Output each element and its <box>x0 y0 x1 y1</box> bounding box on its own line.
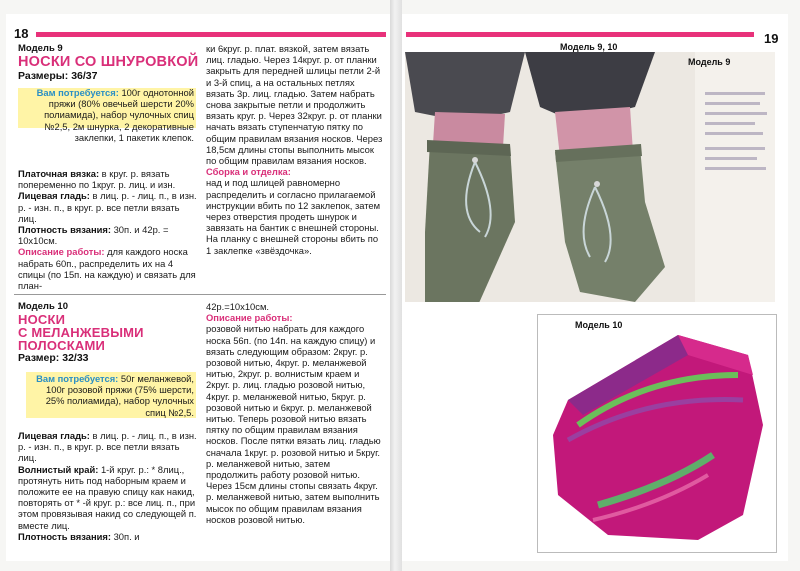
model10-title-line1: НОСКИ <box>18 312 66 327</box>
top-accent-bar-right <box>406 32 754 37</box>
model10-density-text: 30п. и <box>113 530 140 542</box>
page-number-right: 19 <box>764 31 779 46</box>
right-page-header: Модель 9, 10 <box>560 42 618 52</box>
model9-caption: Модель 9 <box>688 57 731 67</box>
model10-stock-text: в лиц. р. - лиц. п., в изн. р. - изн. п., в круг. р. все петли вязать лиц. <box>18 430 197 464</box>
model10-left-column <box>18 430 198 542</box>
model10-sizes: Размер: 32/33 <box>18 352 89 364</box>
model9-plain-text: в круг. р. вязать попеременно по 1круг. р. лиц. и изн. <box>18 168 176 191</box>
model9-heading: Модель 9 <box>18 43 63 54</box>
model9-photo <box>405 52 775 302</box>
model10-wave-label: Волнистый край: <box>18 463 99 475</box>
model9-assembly-label: Сборка и отделка: <box>206 166 291 178</box>
model10-desc-label: Описание работы: <box>206 312 293 324</box>
model9-assembly-text: над и под шлицей равномерно распределить и согласно прилагаемой инструкции вбить по 12 заклепок, затем через отверстия продеть шнурок и завязать на бантик с внешней стороны. На планку с внешней стороны вбить по 1 заклепке «звёздочка». <box>206 177 381 256</box>
model9-materials <box>22 87 194 143</box>
model10-title-line3: ПОЛОСКАМИ <box>18 338 106 353</box>
model10-stock-label: Лицевая гладь: <box>18 430 90 441</box>
page-gutter <box>390 0 402 571</box>
model9-sizes: Размеры: 36/37 <box>18 70 98 82</box>
model10-title-line2: С МЕЛАНЖЕВЫМИ <box>18 325 144 340</box>
model9-desc-label: Описание работы: <box>18 246 105 258</box>
model9-density-text: 30п. и 42р. = 10x10см. <box>18 224 169 247</box>
model10-desc-text: розовой нитью набрать для каждого носка 56п. (по 14п. на каждую спицу) и вязать следующим образом: 2круг. р. розовой нитью, 4круг. р. меланжевой нитью, 2круг. р. волнистым краем и 2круг. р. лиц. гладью розовой нитью, 4круг. р. меланжевой нитью, 5круг. р. розовой нитью и 6круг. р. меланжевой нитью. Теперь розовой нитью вязать пятку по общим правилам вязания носков. После пятки вязать лиц. гладью сначала 1круг. р. розовой нитью и 5круг. р. меланжевой нитью, затем продолжить работу розовой нитью. Через 15см длины стопы связать 4круг. р. меланжевой нитью, затем выполнить мысок по общим правилам вязания носков розовой нитью. <box>206 323 381 525</box>
model9-density-label: Плотность вязания: <box>18 224 111 236</box>
model9-desc-text: для каждого носка набрать 60п., распределить их на 4 спицы (по 15п. на каждую) и связать для план- <box>18 246 196 292</box>
model9-materials-label: Вам потребуется: <box>36 87 119 98</box>
model10-title <box>18 313 144 352</box>
model10-materials <box>30 373 194 418</box>
model10-density-label: Плотность вязания: <box>18 530 111 542</box>
model9-title: НОСКИ СО ШНУРОВКОЙ <box>18 54 199 70</box>
model9-col2-text: ки 6круг. р. плат. вязкой, затем вязать лиц. гладью. Через 14круг. р. от планки закрыть для передней шлицы петли 2-й и 3-й спиц, а на остальных петлях вязать 3р. лиц. гладью. Затем набрать снова закрытые петли и продолжить вязать круг. р. Через 32круг. р. от планки начать вязать ступенчатую пятку по общим правилам вязания носков. Через 18,5см длины стопы выполнить мысок по общим правилам вязания носков. <box>206 43 383 167</box>
section-divider <box>14 294 386 295</box>
model9-stock-text: в лиц. р. - лиц. п., в изн. р. - изн. п., в круг. р. все петли вязать лиц. <box>18 190 197 224</box>
model10-caption: Модель 10 <box>575 320 623 330</box>
model10-photo-frame <box>537 314 777 553</box>
model9-plain-label: Платочная вязка: <box>18 168 100 179</box>
top-accent-bar-left <box>36 32 386 37</box>
model10-materials-label: Вам потребуется: <box>36 373 119 384</box>
model10-materials-text: 50г меланжевой, 100г розовой пряжи (75% шерсти, 25% полиамида), набор чулочных спиц №2,5. <box>45 373 194 418</box>
page-number-left: 18 <box>14 26 29 41</box>
model10-heading: Модель 10 <box>18 301 68 312</box>
model10-density-cont: 42р.=10x10см. <box>206 301 270 312</box>
model9-materials-text: 100г однотонной пряжи (80% овечьей шерсти 20% полиамида), набор чулочных спиц №2,5, 2м шнурка, 2 декоративные заклепки, 1 пакетик клепок. <box>44 87 194 143</box>
model9-left-column <box>18 168 198 291</box>
model9-stock-label: Лицевая гладь: <box>18 190 90 202</box>
model9-right-column <box>206 43 384 256</box>
model10-photo <box>538 315 776 552</box>
model10-wave-text: 1-й круг. р.: * 8лиц., протянуть нить под наборным краем и положите ее на правую спицу как накид, повторять от * -й круг. р.: все лиц. п., при этом провязывая накид со следующей п. вместе лиц. <box>18 463 197 531</box>
model10-right-column <box>206 301 384 525</box>
